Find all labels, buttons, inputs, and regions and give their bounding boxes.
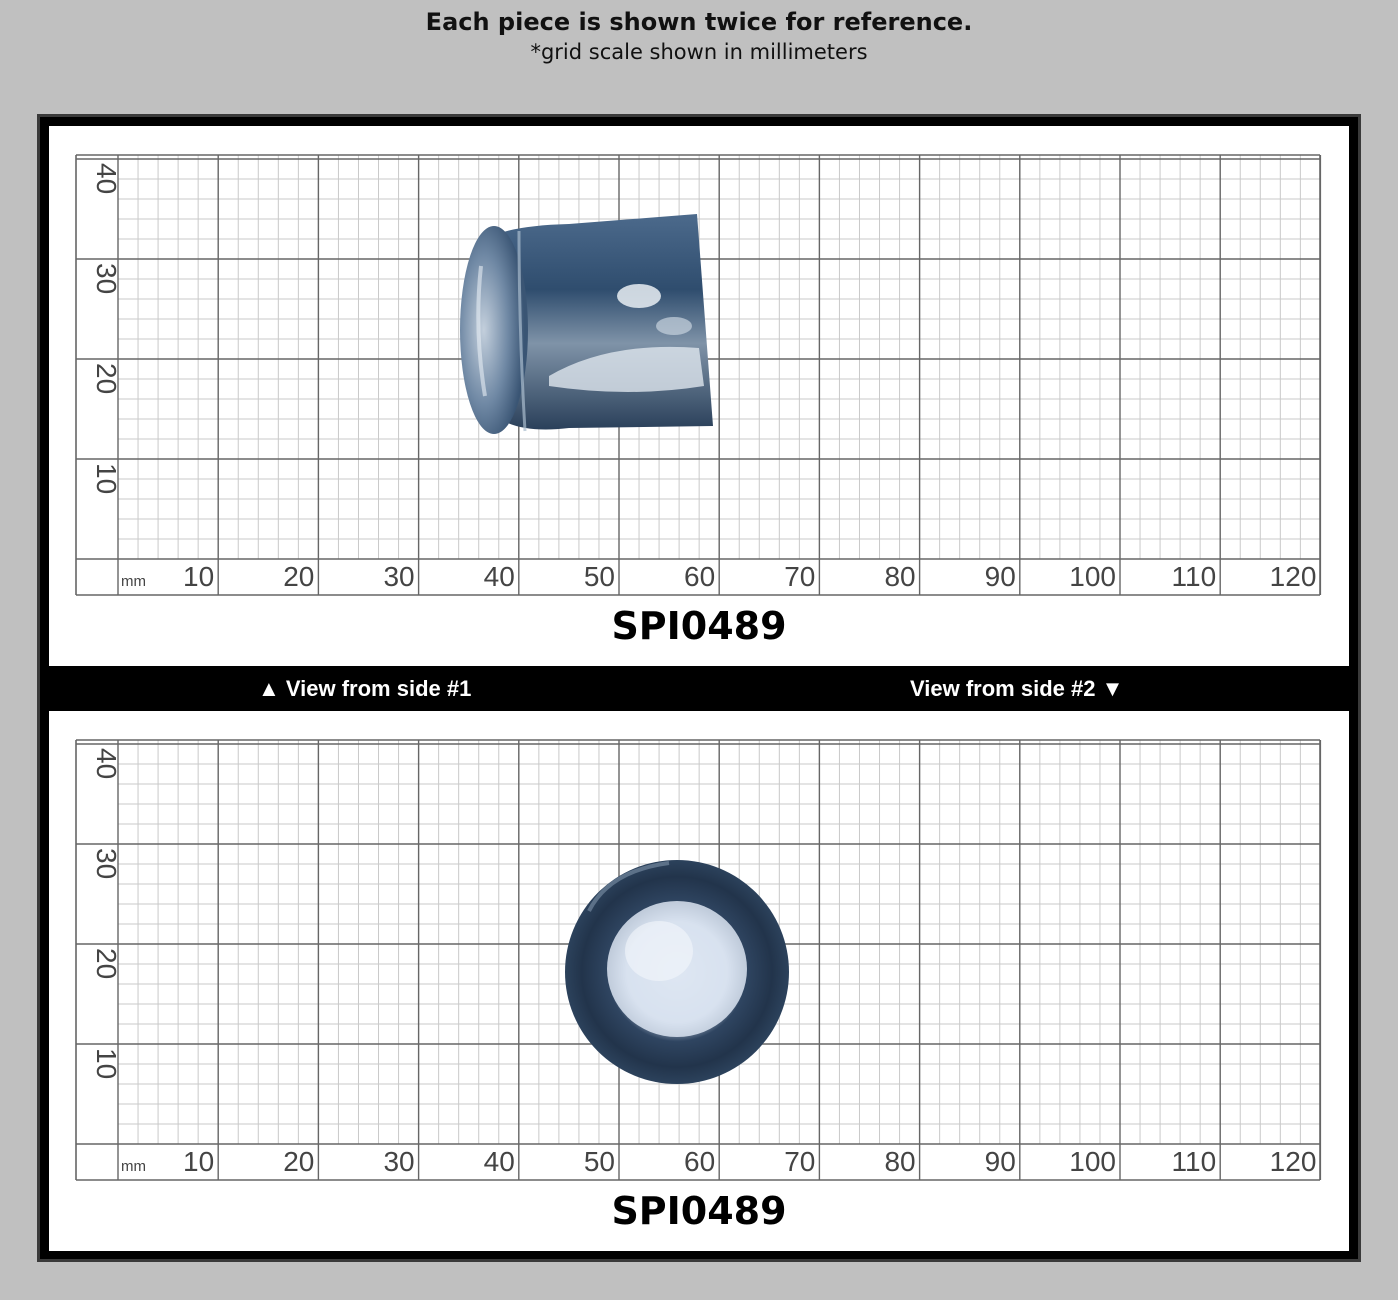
measurement-grid-top <box>49 126 1349 666</box>
x-axis-tick-label: 100 <box>1069 561 1116 592</box>
x-axis-tick-label: 40 <box>483 1146 515 1177</box>
header-title: Each piece is shown twice for reference. <box>425 8 973 36</box>
mm-unit-label: mm <box>121 1158 146 1175</box>
bead-photo-side-1 <box>460 214 713 434</box>
x-axis-tick-label: 120 <box>1269 1146 1317 1177</box>
x-axis-tick-label: 20 <box>283 1146 315 1177</box>
y-axis-tick-label: 40 <box>91 163 122 195</box>
x-axis-tick-label: 80 <box>884 1146 916 1177</box>
mm-unit-label: mm <box>121 573 146 590</box>
y-axis-tick-label: 30 <box>91 263 122 295</box>
bead-photo-side-2 <box>565 860 789 1084</box>
x-axis-tick-label: 70 <box>784 1146 816 1177</box>
x-axis-tick-label: 80 <box>884 561 916 592</box>
x-axis-tick-label: 50 <box>583 561 615 592</box>
x-axis-tick-label: 120 <box>1269 561 1317 592</box>
x-axis-tick-label: 20 <box>283 561 315 592</box>
y-axis-tick-label: 10 <box>91 463 122 495</box>
x-axis-tick-label: 90 <box>984 1146 1016 1177</box>
y-axis-tick-label: 40 <box>91 748 122 780</box>
x-axis-tick-label: 70 <box>784 561 816 592</box>
x-axis-tick-label: 100 <box>1069 1146 1116 1177</box>
item-code: SPI0489 <box>611 1189 787 1233</box>
x-axis-tick-label: 50 <box>583 1146 615 1177</box>
x-axis-tick-label: 60 <box>684 561 716 592</box>
x-axis-tick-label: 10 <box>183 1146 215 1177</box>
view-side-2-label: View from side #2 ▼ <box>910 676 1124 701</box>
item-code: SPI0489 <box>611 604 787 648</box>
view-side-1-label: ▲ View from side #1 <box>258 676 472 701</box>
x-axis-tick-label: 40 <box>483 561 515 592</box>
header-subtitle: *grid scale shown in millimeters <box>530 40 868 64</box>
photo-panel-side-1 <box>49 126 1349 666</box>
y-axis-tick-label: 30 <box>91 848 122 880</box>
x-axis-tick-label: 10 <box>183 561 215 592</box>
x-axis-tick-label: 110 <box>1171 561 1217 592</box>
y-axis-tick-label: 20 <box>91 363 122 395</box>
x-axis-tick-label: 30 <box>383 561 415 592</box>
y-axis-tick-label: 20 <box>91 948 122 980</box>
x-axis-tick-label: 90 <box>984 561 1016 592</box>
x-axis-tick-label: 110 <box>1171 1146 1217 1177</box>
x-axis-tick-label: 60 <box>684 1146 716 1177</box>
y-axis-tick-label: 10 <box>91 1048 122 1080</box>
photo-panel-side-2 <box>49 711 1349 1251</box>
measurement-grid-bottom <box>49 711 1349 1251</box>
x-axis-tick-label: 30 <box>383 1146 415 1177</box>
